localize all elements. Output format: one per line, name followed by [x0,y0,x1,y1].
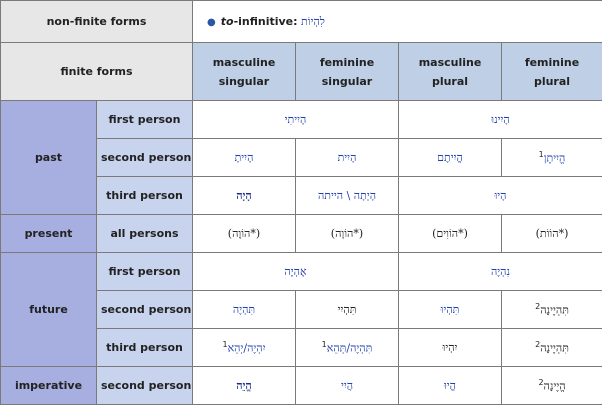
hebrew-link[interactable]: אֶהְיֶה [284,265,307,278]
person-second: second person [97,291,193,329]
footnote-mark: 1 [538,150,544,160]
present-m-pl [399,215,502,253]
future-third-f-pl [502,329,602,367]
person-third: third person [97,329,193,367]
hebrew-link[interactable]: הֱיִיתֶם [437,151,463,164]
hebrew-link[interactable]: נִהְיֶה [490,265,511,278]
hebrew-form: תִּהְיִי [337,303,357,316]
future-third-f-sg [296,329,399,367]
imperative-row [1,367,602,405]
finite-label: finite forms [1,43,193,101]
future-third-m-sg [193,329,296,367]
col-feminine-plural [502,43,602,101]
hebrew-link[interactable]: הֱיוּ [443,379,457,392]
past-second-m-pl [399,139,502,177]
finite-header-row [1,43,602,101]
person-third: third person [97,177,193,215]
hebrew-form: תִּהְיֶינָה [540,303,569,317]
future-second-f-sg [296,291,399,329]
past-second-m-sg [193,139,296,177]
past-first-singular [193,101,399,139]
col-header-number: singular [321,74,373,88]
hebrew-form: יִהְיוּ [442,341,458,354]
hebrew-form: הֱיֶינָה [543,379,566,393]
future-second-m-pl [399,291,502,329]
future-third-m-pl [399,329,502,367]
hebrew-link[interactable]: הֲיִי [340,379,354,392]
past-first-plural [399,101,602,139]
future-second-m-sg [193,291,296,329]
person-all: all persons [97,215,193,253]
hebrew-link[interactable]: תִּהְיוּ [440,303,460,316]
hebrew-form: תִּהְיֶינָה [540,341,569,355]
footnote-mark: 1 [321,340,327,350]
past-third-plural [399,177,602,215]
hebrew-form: (הוֹוִים*) [432,227,468,240]
hebrew-link[interactable]: הָיִיתָ [234,151,254,164]
hebrew-link[interactable]: תִּהְיֶה [232,303,256,316]
past-third-f-sg [296,177,399,215]
col-header-number: plural [431,74,469,88]
imperative-f-sg [296,367,399,405]
hebrew-form: הֱיֵה [236,379,252,392]
hebrew-link[interactable]: הָיוּ [494,189,507,202]
col-masculine-plural [399,43,502,101]
past-third-m-sg [193,177,296,215]
col-header-number: plural [533,74,571,88]
hebrew-form: הָיָה [236,189,252,202]
group-present: present [1,215,97,253]
hebrew-link[interactable]: יִהְיֶה/יְהֵא [227,341,266,355]
col-header-number: singular [218,74,270,88]
past-first-row [1,101,602,139]
future-second-f-pl [502,291,602,329]
footnote-mark: 2 [538,378,544,388]
imperative-m-sg [193,367,296,405]
hebrew-link[interactable]: הָיִית [337,151,357,164]
hebrew-link[interactable]: הֱיִיתֶן [543,151,566,165]
past-second-f-pl [502,139,602,177]
non-finite-row [1,1,602,43]
hebrew-form: (הוֹוָה*) [330,227,364,240]
col-header-gender: feminine [319,55,375,69]
infinitive-label: to [220,15,234,28]
footnote-mark: 2 [535,302,541,312]
future-first-singular [193,253,399,291]
imperative-m-pl [399,367,502,405]
bullet-icon: ● [207,17,216,28]
past-second-f-sg [296,139,399,177]
col-header-gender: masculine [212,55,276,69]
infinitive-label-rest: -infinitive: [233,15,298,28]
person-second: second person [97,139,193,177]
hebrew-form: (הוֹוֶה*) [227,227,261,240]
col-masculine-singular [193,43,296,101]
imperative-f-pl [502,367,602,405]
person-first: first person [97,101,193,139]
present-f-pl [502,215,602,253]
person-first: first person [97,253,193,291]
group-imperative: imperative [1,367,97,405]
hebrew-link[interactable]: הָיִינוּ [491,113,510,126]
present-m-sg [193,215,296,253]
hebrew-link[interactable]: הָיִיתִי [284,113,307,126]
group-past: past [1,101,97,215]
present-row [1,215,602,253]
col-header-gender: masculine [418,55,482,69]
infinitive-link[interactable]: לִהְיוֹת [301,15,325,28]
hebrew-form: (הוֹוֹת*) [535,227,569,240]
footnote-mark: 1 [222,340,228,350]
group-future: future [1,253,97,367]
infinitive-cell [193,1,602,43]
non-finite-label: non-finite forms [1,1,193,43]
hebrew-link[interactable]: תִּהְיֶה/תְּהֵא [326,341,373,355]
col-feminine-singular [296,43,399,101]
present-f-sg [296,215,399,253]
col-header-gender: feminine [524,55,580,69]
hebrew-link[interactable]: הָיְתָה \ הייתה [317,189,377,202]
future-first-plural [399,253,602,291]
person-second: second person [97,367,193,405]
footnote-mark: 2 [535,340,541,350]
future-first-row [1,253,602,291]
